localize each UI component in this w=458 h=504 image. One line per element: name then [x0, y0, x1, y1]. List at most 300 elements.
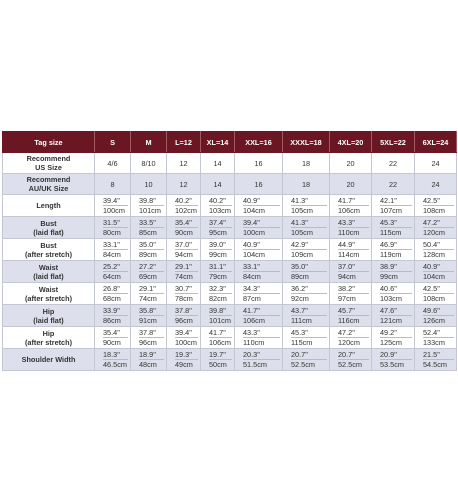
cm-value: 51.5cm: [243, 359, 280, 369]
tag-size-header: Tag size: [3, 132, 95, 153]
size-value-cell: [330, 195, 372, 217]
cm-value: 104cm: [243, 249, 280, 259]
cm-value: 85cm: [139, 227, 164, 237]
inch-value: 19.3": [175, 350, 192, 359]
size-value-cell: [131, 349, 167, 371]
inch-value: 42.1": [380, 196, 397, 205]
cm-value: 90cm: [103, 337, 128, 347]
size-header: 4XL=20: [330, 132, 372, 153]
inch-value: 39.4": [243, 218, 260, 227]
inch-value: 34.3": [243, 284, 260, 293]
measurement-label-line: Bust: [40, 240, 57, 250]
cm-value: 126cm: [423, 315, 454, 325]
size-value-cell: [131, 195, 167, 217]
size-value-cell: [201, 195, 235, 217]
size-value-cell: [283, 217, 330, 239]
cm-value: 119cm: [380, 249, 412, 259]
size-value-cell: [201, 283, 235, 305]
cm-value: 95cm: [209, 227, 232, 237]
inch-value: 20.7": [338, 350, 355, 359]
inch-value: 37.8": [139, 328, 156, 337]
inch-value: 24: [431, 158, 440, 168]
size-value-cell: [95, 261, 131, 283]
inch-value: 40.6": [380, 284, 397, 293]
size-value-cell: [283, 305, 330, 327]
inch-value: 42.5": [423, 196, 440, 205]
cm-value: 89cm: [139, 249, 164, 259]
size-value-cell: [372, 261, 415, 283]
size-value-cell: [330, 349, 372, 371]
size-value-cell: [330, 174, 372, 195]
inch-value: 29.1": [139, 284, 156, 293]
inch-value: 31.5": [103, 218, 120, 227]
cm-value: 101cm: [139, 205, 164, 215]
size-value-cell: [415, 349, 457, 371]
size-value-cell: [95, 174, 131, 195]
inch-value: 41.3": [291, 218, 308, 227]
inch-value: 35.4": [103, 328, 120, 337]
cm-value: 96cm: [139, 337, 164, 347]
cm-value: 91cm: [139, 315, 164, 325]
cm-value: 79cm: [209, 271, 232, 281]
size-value-cell: [283, 174, 330, 195]
size-value-cell: [95, 327, 131, 349]
cm-value: 110cm: [243, 337, 280, 347]
inch-value: 42.5": [423, 284, 440, 293]
cm-value: 89cm: [291, 271, 327, 281]
inch-value: 16: [254, 158, 263, 168]
measurement-label-line: Waist: [38, 284, 59, 294]
measurement-label: [3, 327, 95, 349]
size-value-cell: [415, 239, 457, 261]
cm-value: 82cm: [209, 293, 232, 303]
inch-value: 40.2": [175, 196, 192, 205]
size-value-cell: [330, 217, 372, 239]
inch-value: 24: [431, 179, 440, 189]
inch-value: 35.4": [175, 218, 192, 227]
size-value-cell: [235, 327, 283, 349]
measurement-label-line: (laid flat): [33, 315, 64, 325]
measurement-label-line: Recommend: [26, 175, 71, 184]
inch-value: 40.9": [243, 240, 260, 249]
inch-value: 40.9": [243, 196, 260, 205]
measurement-label-line: (laid flat): [33, 227, 64, 237]
size-value-cell: [95, 283, 131, 305]
size-header: L=12: [167, 132, 201, 153]
inch-value: 41.3": [291, 196, 308, 205]
size-value-cell: [131, 239, 167, 261]
size-value-cell: [415, 153, 457, 174]
size-value-cell: [372, 239, 415, 261]
inch-value: 39.0": [209, 240, 226, 249]
size-header: 6XL=24: [415, 132, 457, 153]
measurement-label-line: (after stretch): [24, 249, 73, 259]
inch-value: 40.2": [209, 196, 226, 205]
cm-value: 94cm: [175, 249, 198, 259]
size-value-cell: [372, 195, 415, 217]
size-value-cell: [235, 217, 283, 239]
size-value-cell: [330, 239, 372, 261]
inch-value: 50.4": [423, 240, 440, 249]
inch-value: 18.3": [103, 350, 120, 359]
inch-value: 21.5": [423, 350, 440, 359]
measurement-label-line: US Size: [35, 163, 62, 172]
size-value-cell: [167, 327, 201, 349]
cm-value: 100cm: [175, 338, 197, 347]
size-value-cell: [283, 327, 330, 349]
cm-value: 87cm: [243, 293, 280, 303]
inch-value: 39.4": [175, 328, 192, 337]
cm-value: 103cm: [380, 293, 412, 303]
inch-value: 37.8": [175, 306, 192, 315]
table-row: [3, 217, 457, 239]
cm-value: 114cm: [338, 249, 369, 259]
size-header: S: [95, 132, 131, 153]
size-value-cell: [131, 283, 167, 305]
size-value-cell: [415, 261, 457, 283]
size-value-cell: [131, 327, 167, 349]
inch-value: 4/6: [107, 158, 118, 168]
cm-value: 110cm: [338, 227, 369, 237]
size-value-cell: [167, 239, 201, 261]
size-header: XXXL=18: [283, 132, 330, 153]
inch-value: 39.8": [209, 306, 226, 315]
size-value-cell: [167, 217, 201, 239]
measurement-label: [3, 283, 95, 305]
size-value-cell: [415, 283, 457, 305]
inch-value: 30.7": [175, 284, 192, 293]
size-value-cell: [330, 261, 372, 283]
measurement-label: [3, 349, 95, 371]
cm-value: 115cm: [380, 227, 412, 237]
inch-value: 37.4": [209, 218, 226, 227]
size-value-cell: [235, 305, 283, 327]
cm-value: 100cm: [243, 227, 280, 237]
size-value-cell: [131, 174, 167, 195]
inch-value: 20: [346, 179, 355, 189]
size-value-cell: [131, 305, 167, 327]
size-value-cell: [131, 217, 167, 239]
inch-value: 33.1": [103, 240, 120, 249]
measurement-label: [3, 195, 95, 217]
measurement-label-line: Length: [36, 201, 61, 210]
inch-value: 41.7": [243, 306, 260, 315]
header-row: [3, 132, 457, 153]
cm-value: 80cm: [103, 227, 128, 237]
size-value-cell: [372, 283, 415, 305]
inch-value: 49.6": [423, 306, 440, 315]
inch-value: 14: [213, 179, 222, 189]
cm-value: 53.5cm: [380, 359, 412, 369]
cm-value: 120cm: [338, 337, 369, 347]
inch-value: 40.9": [423, 262, 440, 271]
size-value-cell: [167, 261, 201, 283]
size-value-cell: [201, 174, 235, 195]
cm-value: 109cm: [291, 249, 327, 259]
cm-value: 125cm: [380, 337, 412, 347]
cm-value: 108cm: [423, 205, 454, 215]
cm-value: 107cm: [380, 205, 412, 215]
inch-value: 38.2": [338, 284, 355, 293]
cm-value: 92cm: [291, 293, 327, 303]
measurement-label-line: Waist: [38, 262, 59, 272]
measurement-label: [3, 239, 95, 261]
cm-value: 69cm: [139, 271, 164, 281]
inch-value: 27.2": [139, 262, 156, 271]
size-value-cell: [235, 349, 283, 371]
inch-value: 35.8": [139, 306, 156, 315]
cm-value: 104cm: [243, 205, 280, 215]
measurement-label-line: Shoulder Width: [21, 355, 76, 364]
size-value-cell: [167, 305, 201, 327]
size-value-cell: [415, 327, 457, 349]
inch-value: 43.3": [243, 328, 260, 337]
table-row: [3, 349, 457, 371]
measurement-label: [3, 174, 95, 195]
cm-value: 100cm: [103, 205, 128, 215]
inch-value: 19.7": [209, 350, 226, 359]
table-row: [3, 239, 457, 261]
size-value-cell: [330, 153, 372, 174]
inch-value: 35.0": [139, 240, 156, 249]
inch-value: 43.7": [291, 306, 308, 315]
size-value-cell: [330, 283, 372, 305]
size-value-cell: [283, 283, 330, 305]
size-value-cell: [372, 327, 415, 349]
inch-value: 41.7": [209, 328, 226, 337]
measurement-label-line: (after stretch): [24, 337, 73, 347]
size-header: XXL=16: [235, 132, 283, 153]
cm-value: 103cm: [209, 206, 231, 215]
cm-value: 50cm: [209, 359, 232, 369]
inch-value: 41.7": [338, 196, 355, 205]
inch-value: 42.9": [291, 240, 308, 249]
size-value-cell: [167, 283, 201, 305]
size-value-cell: [372, 305, 415, 327]
size-value-cell: [283, 261, 330, 283]
inch-value: 25.2": [103, 262, 120, 271]
size-value-cell: [235, 195, 283, 217]
table-row: [3, 283, 457, 305]
cm-value: 52.5cm: [291, 359, 327, 369]
measurement-label-line: (laid flat): [33, 271, 64, 281]
size-value-cell: [201, 349, 235, 371]
size-value-cell: [95, 153, 131, 174]
inch-value: 20.7": [291, 350, 308, 359]
inch-value: 22: [388, 158, 398, 168]
size-value-cell: [415, 174, 457, 195]
inch-value: 39.8": [139, 196, 156, 205]
inch-value: 14: [213, 158, 222, 168]
cm-value: 128cm: [423, 249, 454, 259]
size-value-cell: [372, 217, 415, 239]
inch-value: 37.0": [175, 240, 192, 249]
inch-value: 36.2": [291, 284, 308, 293]
cm-value: 121cm: [380, 315, 412, 325]
inch-value: 16: [254, 179, 263, 189]
size-value-cell: [201, 153, 235, 174]
measurement-label-line: Hip: [42, 306, 55, 316]
inch-value: 33.1": [243, 262, 260, 271]
table-row: [3, 261, 457, 283]
inch-value: 45.3": [291, 328, 308, 337]
measurement-label-line: (after stretch): [24, 293, 73, 303]
inch-value: 20.3": [243, 350, 260, 359]
measurement-label-line: Bust: [40, 218, 57, 228]
inch-value: 35.0": [291, 262, 308, 271]
cm-value: 97cm: [338, 293, 369, 303]
measurement-label-line: Recommend: [26, 154, 71, 163]
cm-value: 54.5cm: [423, 359, 454, 369]
size-value-cell: [415, 217, 457, 239]
inch-value: 33.5": [139, 218, 156, 227]
measurement-label: [3, 261, 95, 283]
inch-value: 43.3": [338, 218, 355, 227]
inch-value: 47.6": [380, 306, 397, 315]
size-value-cell: [235, 261, 283, 283]
table-row: [3, 153, 457, 174]
inch-value: 29.1": [175, 262, 192, 271]
size-header: XL=14: [201, 132, 235, 153]
size-value-cell: [201, 305, 235, 327]
cm-value: 48cm: [139, 359, 164, 369]
inch-value: 20.9": [380, 350, 397, 359]
measurement-label: [3, 217, 95, 239]
size-value-cell: [330, 327, 372, 349]
size-value-cell: [201, 261, 235, 283]
cm-value: 68cm: [103, 293, 128, 303]
cm-value: 46.5cm: [103, 360, 127, 369]
size-value-cell: [372, 349, 415, 371]
inch-value: 44.9": [338, 240, 355, 249]
size-value-cell: [235, 174, 283, 195]
inch-value: 12: [179, 158, 188, 168]
inch-value: 45.3": [380, 218, 397, 227]
cm-value: 106cm: [243, 315, 280, 325]
cm-value: 74cm: [139, 293, 164, 303]
inch-value: 52.4": [423, 328, 440, 337]
inch-value: 20: [346, 158, 355, 168]
size-value-cell: [283, 349, 330, 371]
cm-value: 111cm: [291, 315, 327, 325]
inch-value: 12: [179, 179, 188, 189]
cm-value: 99cm: [380, 271, 412, 281]
inch-value: 47.2": [338, 328, 355, 337]
measurement-label-line: Hip: [42, 328, 55, 338]
inch-value: 38.9": [380, 262, 397, 271]
cm-value: 104cm: [423, 271, 454, 281]
cm-value: 74cm: [175, 271, 198, 281]
measurement-label-line: AU/UK Size: [28, 184, 69, 193]
size-value-cell: [201, 327, 235, 349]
inch-value: 49.2": [380, 328, 397, 337]
cm-value: 105cm: [291, 227, 327, 237]
cm-value: 84cm: [103, 249, 128, 259]
cm-value: 64cm: [103, 271, 128, 281]
cm-value: 86cm: [103, 315, 128, 325]
cm-value: 115cm: [291, 337, 327, 347]
cm-value: 94cm: [338, 271, 369, 281]
size-value-cell: [95, 195, 131, 217]
inch-value: 46.9": [380, 240, 397, 249]
cm-value: 102cm: [175, 206, 197, 215]
cm-value: 106cm: [338, 205, 369, 215]
inch-value: 47.2": [423, 218, 440, 227]
size-value-cell: [235, 239, 283, 261]
inch-value: 33.9": [103, 306, 120, 315]
cm-value: 52.5cm: [338, 359, 369, 369]
table-row: [3, 327, 457, 349]
size-value-cell: [95, 239, 131, 261]
inch-value: 31.1": [209, 262, 226, 271]
cm-value: 90cm: [175, 227, 198, 237]
size-value-cell: [131, 261, 167, 283]
cm-value: 108cm: [423, 293, 454, 303]
cm-value: 49cm: [175, 359, 198, 369]
cm-value: 84cm: [243, 271, 280, 281]
size-value-cell: [131, 153, 167, 174]
size-value-cell: [167, 195, 201, 217]
inch-value: 18.9": [139, 350, 156, 359]
table-row: [3, 305, 457, 327]
size-header: 5XL=22: [372, 132, 415, 153]
size-value-cell: [330, 305, 372, 327]
table-row: [3, 195, 457, 217]
size-value-cell: [283, 239, 330, 261]
size-value-cell: [235, 283, 283, 305]
size-value-cell: [283, 195, 330, 217]
size-value-cell: [95, 217, 131, 239]
cm-value: 78cm: [175, 293, 198, 303]
cm-value: 99cm: [209, 249, 232, 259]
size-value-cell: [167, 174, 201, 195]
cm-value: 133cm: [423, 337, 454, 347]
measurement-label: [3, 153, 95, 174]
cm-value: 120cm: [423, 227, 454, 237]
inch-value: 26.8": [103, 284, 120, 293]
size-value-cell: [167, 349, 201, 371]
size-value-cell: [167, 153, 201, 174]
inch-value: 37.0": [338, 262, 355, 271]
size-value-cell: [372, 153, 415, 174]
size-value-cell: [283, 153, 330, 174]
size-value-cell: [95, 305, 131, 327]
table-row: [3, 174, 457, 195]
measurement-label: [3, 305, 95, 327]
cm-value: 116cm: [338, 315, 369, 325]
inch-value: 45.7": [338, 306, 355, 315]
inch-value: 8/10: [141, 158, 156, 168]
inch-value: 22: [388, 179, 398, 189]
inch-value: 32.3": [209, 284, 226, 293]
size-value-cell: [95, 349, 131, 371]
cm-value: 96cm: [175, 315, 198, 325]
size-value-cell: [415, 195, 457, 217]
size-value-cell: [235, 153, 283, 174]
size-value-cell: [415, 305, 457, 327]
cm-value: 105cm: [291, 205, 327, 215]
cm-value: 101cm: [209, 316, 231, 325]
inch-value: 39.4": [103, 196, 120, 205]
size-value-cell: [201, 239, 235, 261]
size-header: M: [131, 132, 167, 153]
inch-value: 8: [110, 179, 115, 189]
inch-value: 18: [301, 179, 311, 189]
size-value-cell: [372, 174, 415, 195]
cm-value: 106cm: [209, 338, 231, 347]
size-value-cell: [201, 217, 235, 239]
inch-value: 18: [301, 158, 311, 168]
